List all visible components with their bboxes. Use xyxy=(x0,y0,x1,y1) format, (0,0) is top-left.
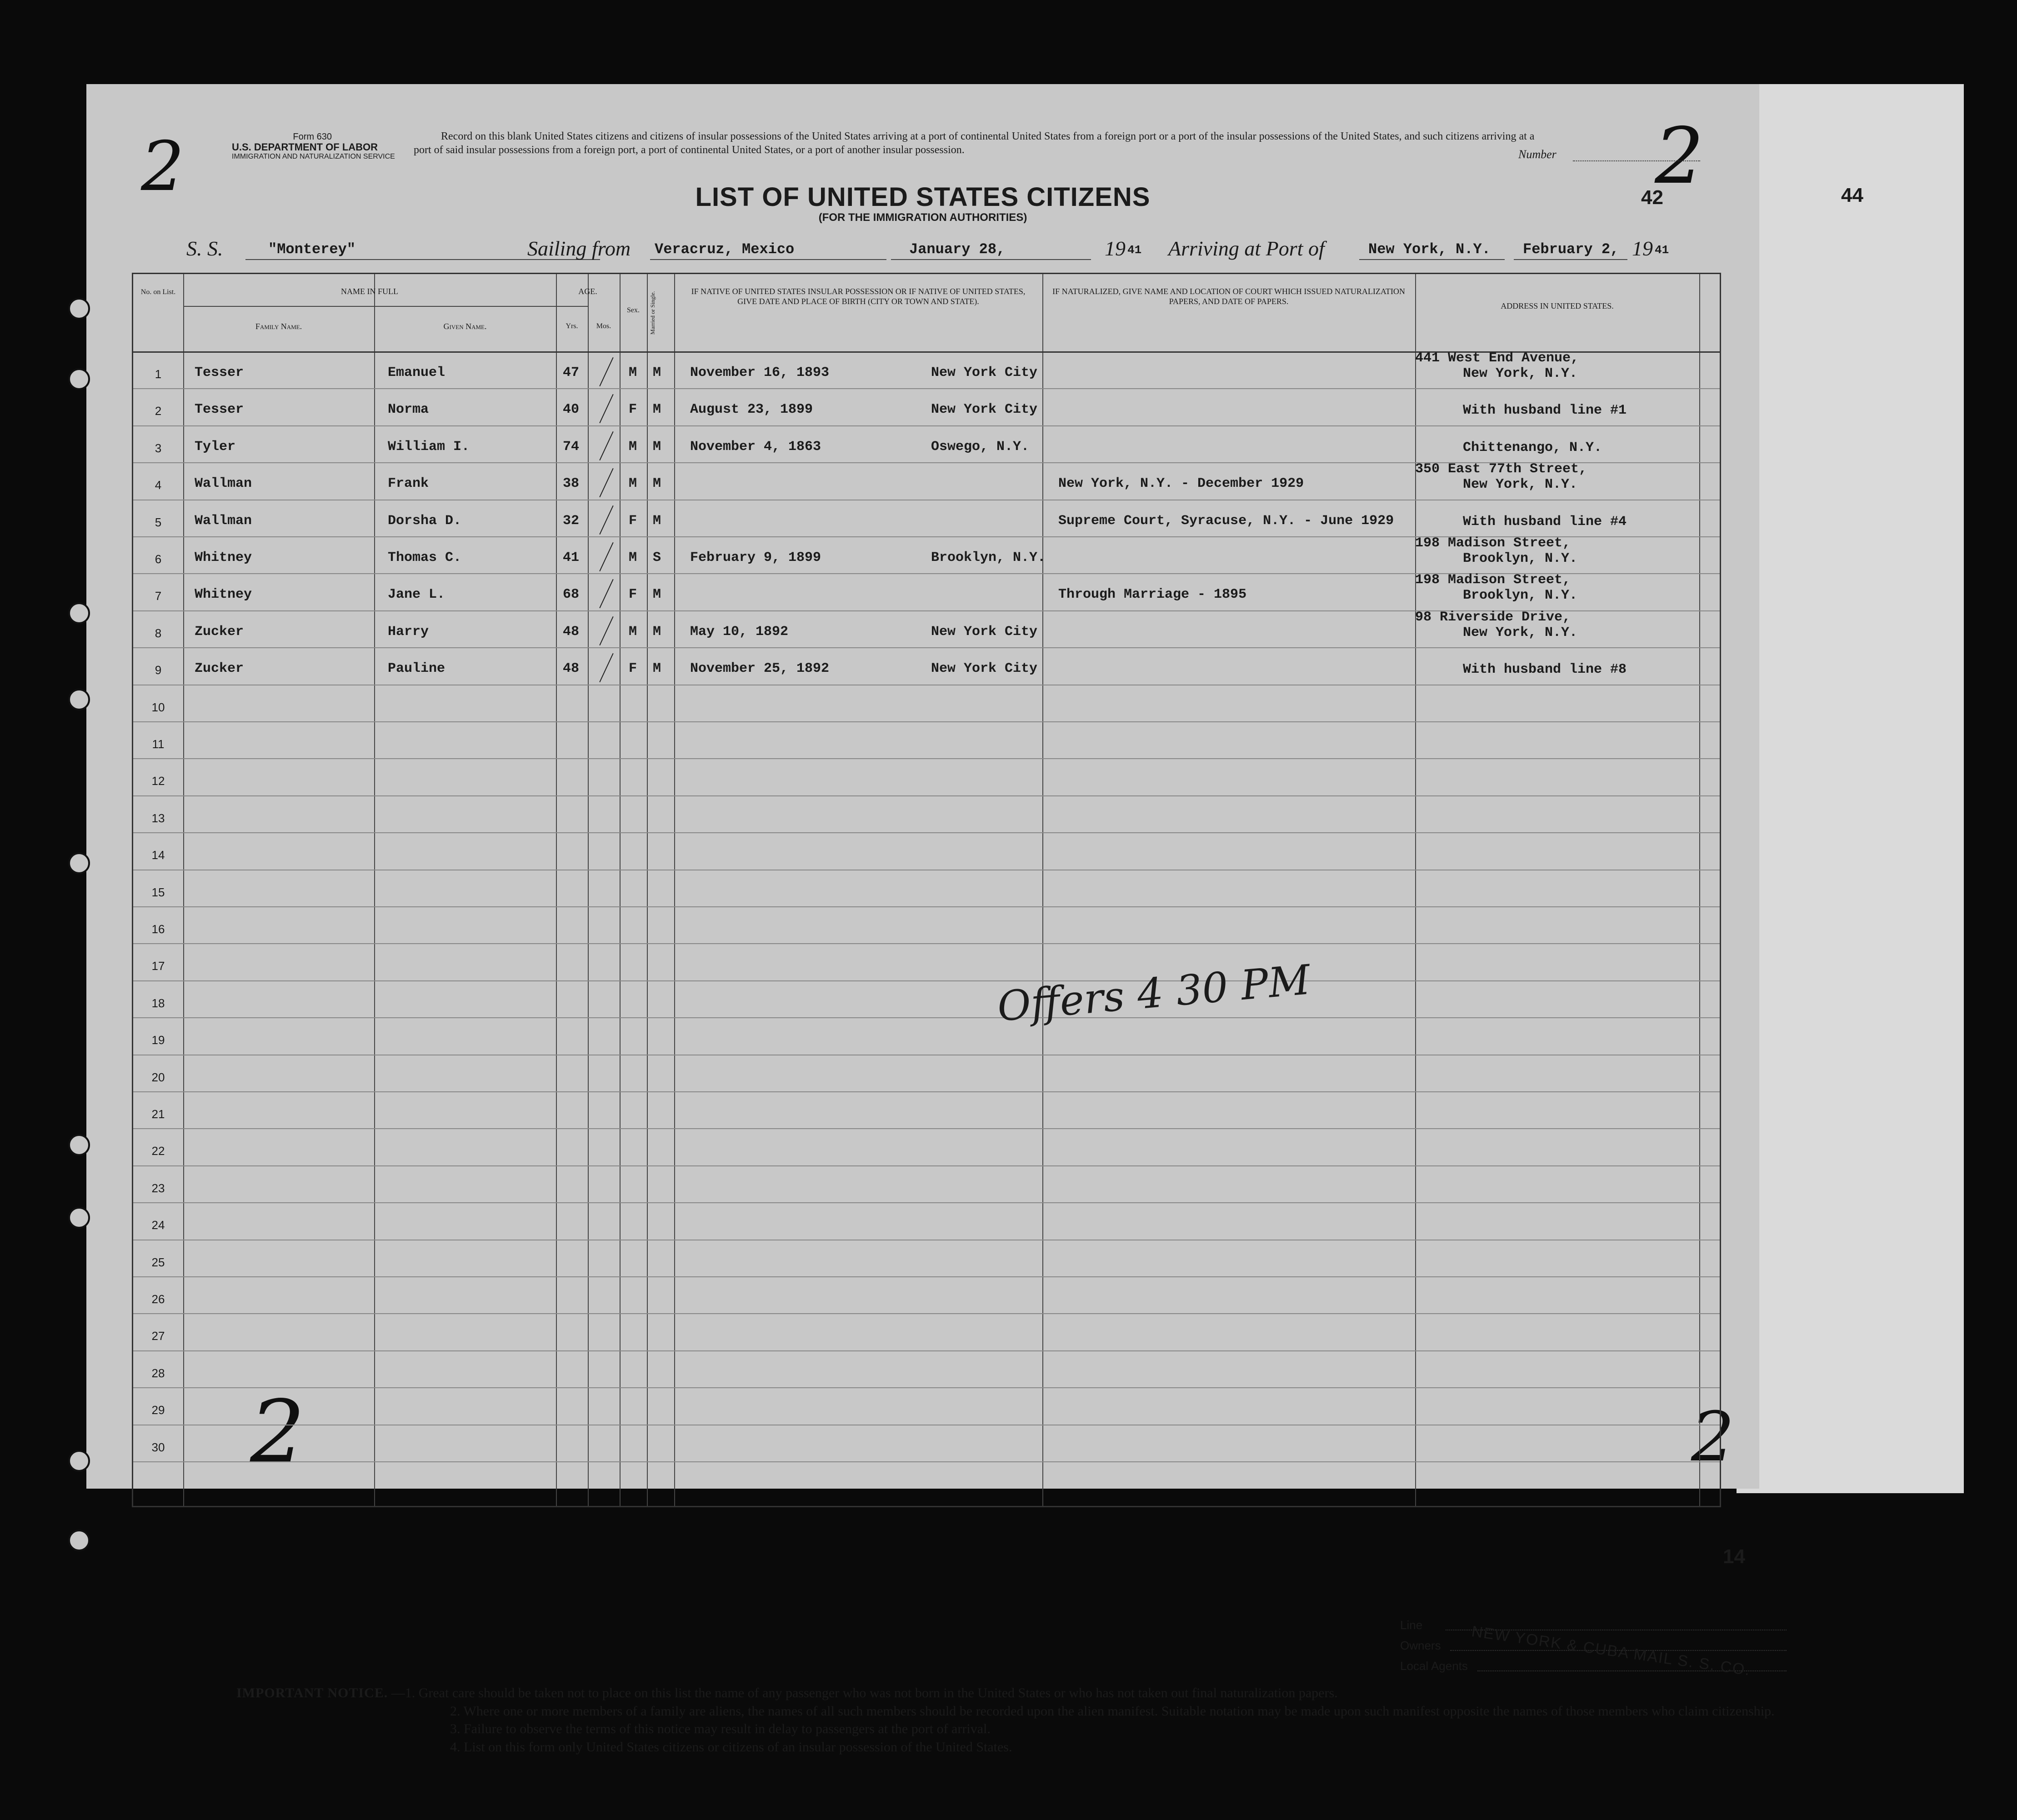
family-name: Tyler xyxy=(195,439,236,455)
family-name: Wallman xyxy=(195,513,252,529)
birth-date: November 25, 1892 xyxy=(690,661,830,677)
line-number: 30 xyxy=(151,1440,165,1454)
row-rule xyxy=(133,1313,1720,1314)
line-number: 29 xyxy=(151,1403,165,1417)
birth-place: New York City xyxy=(931,365,1038,380)
birth-date: November 4, 1863 xyxy=(690,439,821,455)
family-name: Whitney xyxy=(195,587,252,603)
handwritten-page-number: 2 xyxy=(1655,111,1704,201)
line-number: 19 xyxy=(151,1033,165,1047)
row-rule xyxy=(133,425,1720,426)
handwritten-page-number: 2 xyxy=(1691,1398,1735,1477)
row-rule xyxy=(133,388,1720,389)
underline xyxy=(891,259,1091,260)
marital-status: M xyxy=(653,661,661,677)
age-years: 74 xyxy=(563,439,580,455)
age-years: 41 xyxy=(563,550,580,565)
sex: M xyxy=(629,550,637,565)
address-line-2: With husband line #1 xyxy=(1463,403,1627,419)
birth-date: August 23, 1899 xyxy=(690,402,813,418)
birth-place: Brooklyn, N.Y. xyxy=(931,550,1046,565)
sex: M xyxy=(629,439,637,455)
line-number: 9 xyxy=(155,663,162,677)
age-years: 47 xyxy=(563,365,580,380)
binder-hole xyxy=(68,1207,90,1229)
birth-date: February 9, 1899 xyxy=(690,550,821,565)
binder-hole xyxy=(68,1530,90,1551)
binder-hole xyxy=(68,689,90,710)
given-name: Norma xyxy=(388,402,429,418)
line-number: 3 xyxy=(155,441,162,455)
family-name: Whitney xyxy=(195,550,252,565)
family-name: Zucker xyxy=(195,624,244,640)
check-mark xyxy=(599,542,613,571)
column-divider xyxy=(1415,274,1416,1506)
sex: F xyxy=(629,402,637,418)
notice-item: 3. Failure to observe the terms of this notice may result in delay to passengers at the port of arrival. xyxy=(450,1721,991,1737)
service-name: IMMIGRATION AND NATURALIZATION SERVICE xyxy=(232,153,395,161)
underline xyxy=(650,259,886,260)
column-divider xyxy=(1042,274,1043,1506)
row-rule xyxy=(133,1276,1720,1277)
row-rule xyxy=(133,1165,1720,1166)
col-header-family: Family Name. xyxy=(255,322,302,331)
arriving-label: Arriving at Port of xyxy=(1168,237,1325,260)
form-subtitle: (FOR THE IMMIGRATION AUTHORITIES) xyxy=(818,211,1027,224)
sex: M xyxy=(629,365,637,380)
col-header-naturalized: IF NATURALIZED, GIVE NAME AND LOCATION OF COURT WHICH ISSUED NATURALIZATION PAPERS, AND DATE OF PAPERS. xyxy=(1052,287,1405,306)
line-number: 22 xyxy=(151,1144,165,1158)
naturalization: Supreme Court, Syracuse, N.Y. - June 1929 xyxy=(1058,513,1394,529)
agents-label: Local Agents xyxy=(1400,1659,1468,1673)
age-years: 38 xyxy=(563,476,580,492)
underline xyxy=(1359,259,1505,260)
line-number: 21 xyxy=(151,1107,165,1121)
col-header-age: AGE. xyxy=(578,287,597,296)
given-name: Jane L. xyxy=(388,587,445,603)
row-rule xyxy=(133,943,1720,944)
year-prefix: 19 xyxy=(1105,237,1126,260)
marital-status: M xyxy=(653,513,661,529)
line-number: 10 xyxy=(151,700,165,714)
next-page-number: 44 xyxy=(1841,184,1863,206)
next-page-edge xyxy=(1737,84,1964,1493)
family-name: Tesser xyxy=(195,365,244,380)
number-label: Number xyxy=(1518,148,1557,161)
line-number: 20 xyxy=(151,1070,165,1084)
line-number: 15 xyxy=(151,885,165,899)
birth-date: May 10, 1892 xyxy=(690,624,789,640)
line-number: 5 xyxy=(155,515,162,529)
departure-year: 41 xyxy=(1127,243,1142,257)
arrival-date: February 2, xyxy=(1523,241,1619,258)
given-name: Emanuel xyxy=(388,365,445,380)
handwritten-page-number: 2 xyxy=(141,127,185,206)
given-name: Frank xyxy=(388,476,429,492)
column-divider xyxy=(556,274,557,1506)
line-number: 26 xyxy=(151,1292,165,1306)
line-number: 24 xyxy=(151,1218,165,1232)
birth-place: New York City xyxy=(931,624,1038,640)
handwritten-note: Offers 4 30 PM xyxy=(995,956,1312,1031)
address-line-2: Brooklyn, N.Y. xyxy=(1463,551,1578,566)
col-header-sex: Sex. xyxy=(627,306,640,314)
family-name: Tesser xyxy=(195,402,244,418)
address-line-2: New York, N.Y. xyxy=(1463,477,1578,493)
form-number: Form 630 xyxy=(293,132,332,142)
col-header-address: ADDRESS IN UNITED STATES. xyxy=(1501,301,1614,310)
header-subdivider xyxy=(183,306,588,307)
line-number: 14 xyxy=(151,848,165,862)
line-number: 1 xyxy=(155,367,162,381)
marital-status: M xyxy=(653,365,661,380)
number-field xyxy=(1573,160,1700,161)
birth-place: New York City xyxy=(931,402,1038,418)
col-header-no: No. on List. xyxy=(140,288,176,296)
owners-label: Owners xyxy=(1400,1639,1441,1652)
age-years: 48 xyxy=(563,624,580,640)
line-number: 13 xyxy=(151,811,165,825)
line-number: 11 xyxy=(152,737,165,751)
col-header-name: NAME IN FULL xyxy=(341,287,398,296)
check-mark xyxy=(599,653,613,682)
check-mark xyxy=(599,468,613,497)
given-name: Thomas C. xyxy=(388,550,462,565)
department-name: U.S. DEPARTMENT OF LABOR xyxy=(232,141,378,153)
address-line-2: New York, N.Y. xyxy=(1463,625,1578,640)
line-number: 12 xyxy=(151,774,165,788)
address-line-2: With husband line #8 xyxy=(1463,662,1627,678)
year-prefix: 19 xyxy=(1632,237,1653,260)
line-number: 28 xyxy=(151,1366,165,1380)
given-name: Dorsha D. xyxy=(388,513,462,529)
col-header-given: Given Name. xyxy=(443,322,487,331)
sex: M xyxy=(629,476,637,492)
column-divider xyxy=(647,274,648,1506)
line-number: 8 xyxy=(155,626,162,640)
line-number: 6 xyxy=(155,552,162,566)
line-number: 7 xyxy=(155,589,162,603)
shipping-line-stamp: NEW YORK & CUBA MAIL S. S. CO. xyxy=(1470,1623,1752,1679)
line-number: 18 xyxy=(151,996,165,1010)
important-notice-label: IMPORTANT NOTICE. xyxy=(236,1685,388,1700)
address-line-2: New York, N.Y. xyxy=(1463,366,1578,381)
row-rule xyxy=(133,721,1720,722)
birth-place: Oswego, N.Y. xyxy=(931,439,1030,455)
check-mark xyxy=(599,357,613,386)
age-years: 32 xyxy=(563,513,580,529)
binder-hole xyxy=(68,368,90,390)
underline xyxy=(1514,259,1627,260)
dash: — xyxy=(391,1685,405,1700)
col-header-marital: Married or Single. xyxy=(649,291,656,335)
sex: M xyxy=(629,624,637,640)
birth-date: November 16, 1893 xyxy=(690,365,830,380)
given-name: Harry xyxy=(388,624,429,640)
sex: F xyxy=(629,587,637,603)
column-divider xyxy=(620,274,621,1506)
column-divider xyxy=(374,274,375,1506)
line-number: 23 xyxy=(151,1181,165,1195)
check-mark xyxy=(599,616,613,645)
marital-status: S xyxy=(653,550,661,565)
given-name: William I. xyxy=(388,439,470,455)
birth-place: New York City xyxy=(931,661,1038,677)
column-divider xyxy=(674,274,675,1506)
manifest-page xyxy=(86,84,1775,1755)
row-rule xyxy=(133,1350,1720,1351)
binder-hole xyxy=(68,852,90,874)
row-rule xyxy=(133,980,1720,981)
marital-status: M xyxy=(653,439,661,455)
row-rule xyxy=(133,832,1720,833)
col-header-birth: IF NATIVE OF UNITED STATES INSULAR POSSESSION OR IF NATIVE OF UNITED STATES, GIVE DATE AND PLACE OF BIRTH (CITY OR TOWN AND STATE). xyxy=(691,287,1026,306)
line-label: Line xyxy=(1400,1618,1423,1632)
passenger-table xyxy=(132,273,1721,1507)
binder-hole xyxy=(68,602,90,624)
address-line-1: 98 Riverside Drive, xyxy=(1415,609,1571,625)
age-years: 40 xyxy=(563,402,580,418)
marital-status: M xyxy=(653,476,661,492)
marital-status: M xyxy=(653,402,661,418)
address-line-1: 198 Madison Street, xyxy=(1415,535,1571,551)
family-name: Zucker xyxy=(195,661,244,677)
line-number: 16 xyxy=(151,922,165,936)
row-rule xyxy=(133,1202,1720,1203)
col-header-mos: Mos. xyxy=(596,322,611,330)
form-instructions: Record on this blank United States citizens and citizens of insular possessions of the United States arriving at a port of continental United States from a foreign port or a port of the insular possessions of the United States, and such citizens arriving at a port of said insular possessions from a foreign port, a port of continental United States, or a port of another insular possession. xyxy=(414,130,1535,156)
sex: F xyxy=(629,661,637,677)
column-divider xyxy=(1699,274,1700,1506)
column-divider xyxy=(588,274,589,1506)
form-identifier xyxy=(232,132,395,161)
handwritten-page-number: 2 xyxy=(250,1382,305,1482)
marital-status: M xyxy=(653,587,661,603)
address-line-1: 441 West End Avenue, xyxy=(1415,350,1579,366)
row-rule xyxy=(133,906,1720,907)
address-line-1: 198 Madison Street, xyxy=(1415,572,1571,588)
naturalization: Through Marriage - 1895 xyxy=(1058,587,1247,603)
binder-hole xyxy=(68,1134,90,1156)
row-rule xyxy=(133,1461,1720,1462)
notice-item: 4. List on this form only United States citizens or citizens of an insular possession of the United States. xyxy=(450,1739,1012,1755)
line-number: 25 xyxy=(151,1255,165,1269)
important-notice xyxy=(236,1684,1782,1756)
line-number: 17 xyxy=(151,959,165,973)
age-years: 68 xyxy=(563,587,580,603)
row-rule xyxy=(133,647,1720,648)
sailing-label: Sailing from xyxy=(527,237,631,260)
row-rule xyxy=(133,1091,1720,1092)
page-stamp: 42 xyxy=(1641,186,1663,209)
notice-item: 2. Where one or more members of a family are aliens, the names of all such members should be recorded upon the alien manifest. Suitable notation may be made upon such manifest opposite the names of those members who claim citizenship. xyxy=(450,1703,1775,1719)
age-years: 48 xyxy=(563,661,580,677)
ship-name: "Monterey" xyxy=(268,241,356,258)
address-line-1: 350 East 77th Street, xyxy=(1415,461,1587,477)
check-mark xyxy=(599,431,613,460)
binder-hole xyxy=(68,298,90,320)
line-number: 2 xyxy=(155,404,162,418)
naturalization: New York, N.Y. - December 1929 xyxy=(1058,476,1304,492)
arrival-year: 41 xyxy=(1655,243,1669,257)
row-rule xyxy=(133,1387,1720,1388)
form-title: LIST OF UNITED STATES CITIZENS xyxy=(695,182,1151,212)
given-name: Pauline xyxy=(388,661,445,677)
marital-status: M xyxy=(653,624,661,640)
arrival-port: New York, N.Y. xyxy=(1368,241,1491,258)
departure-port: Veracruz, Mexico xyxy=(655,241,795,258)
check-mark xyxy=(599,505,613,534)
address-line-2: Brooklyn, N.Y. xyxy=(1463,588,1578,604)
departure-date: January 28, xyxy=(909,241,1006,258)
row-rule xyxy=(133,1017,1720,1018)
check-mark xyxy=(599,579,613,608)
row-rule xyxy=(133,1128,1720,1129)
address-line-2: With husband line #4 xyxy=(1463,514,1627,530)
row-rule xyxy=(133,758,1720,759)
family-name: Wallman xyxy=(195,476,252,492)
notice-item: 1. Great care should be taken not to place on this list the name of any passenger who was not born in the United States or who has not taken out final naturalization papers. xyxy=(405,1685,1338,1700)
column-divider xyxy=(183,274,184,1506)
row-rule xyxy=(133,795,1720,796)
check-mark xyxy=(599,394,613,423)
line-number: 4 xyxy=(155,478,162,492)
sex: F xyxy=(629,513,637,529)
address-line-2: Chittenango, N.Y. xyxy=(1463,440,1602,455)
col-header-yrs: Yrs. xyxy=(566,322,578,330)
line-number: 27 xyxy=(151,1329,165,1343)
binder-hole xyxy=(68,1450,90,1472)
ss-label: S. S. xyxy=(186,237,223,260)
page-total: 14 xyxy=(1723,1545,1745,1568)
